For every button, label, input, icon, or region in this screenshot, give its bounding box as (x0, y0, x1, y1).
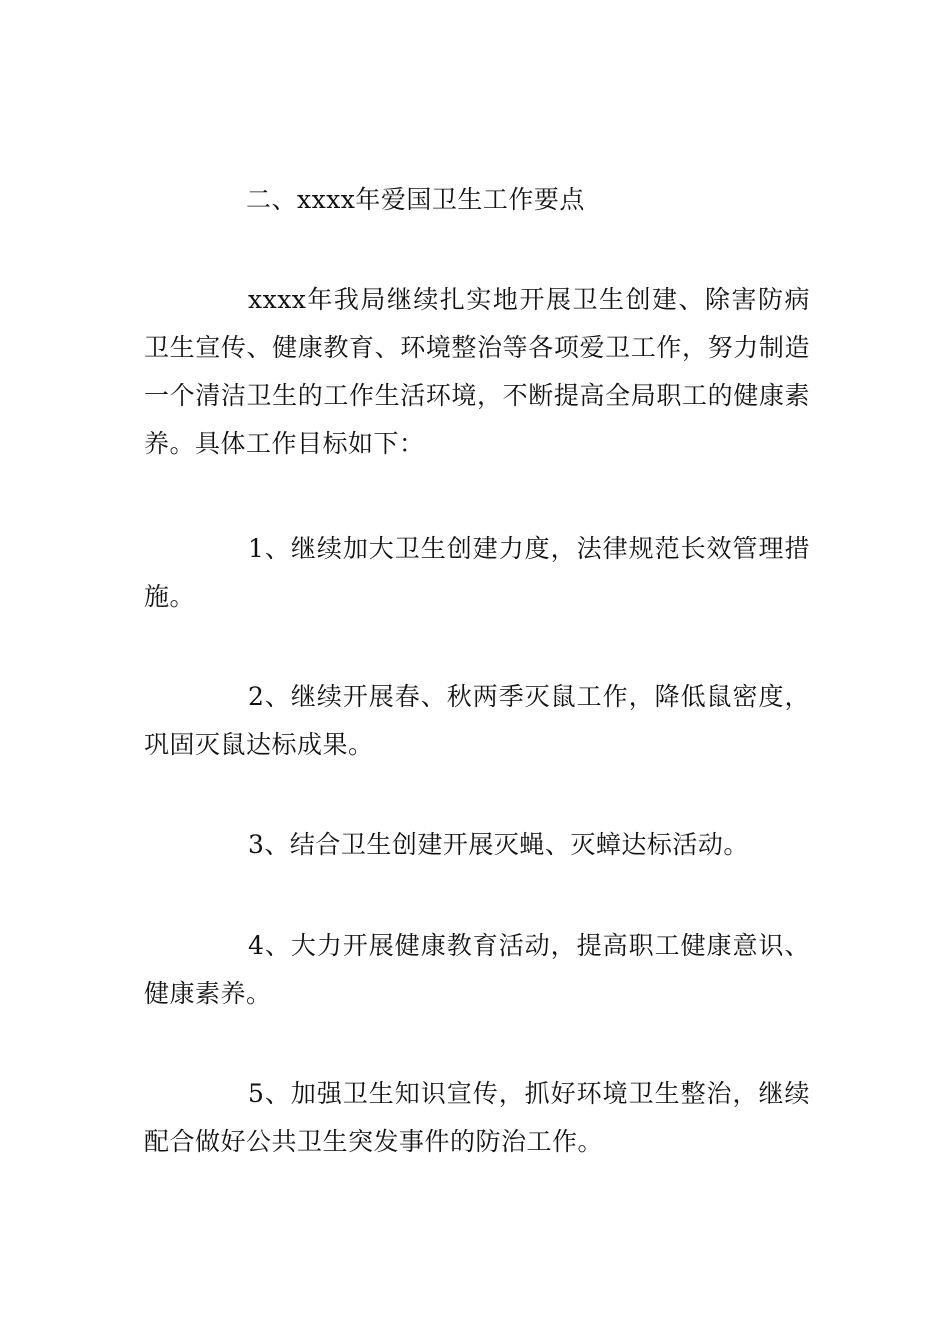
goal-item-2: 2、继续开展春、秋两季灭鼠工作，降低鼠密度，巩固灭鼠达标成果。 (144, 682, 810, 759)
section-heading: 二、xxxx年爱国卫生工作要点 (246, 185, 585, 214)
goal-item-4: 4、大力开展健康教育活动，提高职工健康意识、健康素养。 (144, 931, 810, 1008)
goal-item-5: 5、加强卫生知识宣传，抓好环境卫生整治，继续配合做好公共卫生突发事件的防治工作。 (144, 1079, 810, 1156)
intro-paragraph: xxxx年我局继续扎实地开展卫生创建、除害防病卫生宣传、健康教育、环境整治等各项爱卫工作，努力制造一个清洁卫生的工作生活环境，不断提高全局职工的健康素养。具体工作目标如下： (144, 285, 810, 458)
goal-item-1: 1、继续加大卫生创建力度，法律规范长效管理措施。 (144, 534, 810, 611)
goal-item-3: 3、结合卫生创建开展灭蝇、灭蟑达标活动。 (248, 830, 749, 859)
